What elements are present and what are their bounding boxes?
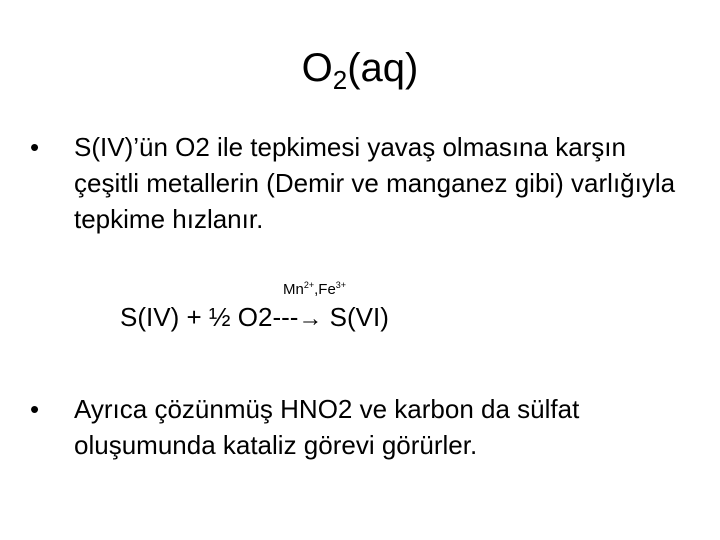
title-subscript: 2 [332,65,348,95]
catalyst-iron: Fe [318,281,336,298]
catalyst-manganese-charge: 2+ [303,280,315,290]
catalyst-iron-charge: 3+ [335,280,347,290]
title-suffix: (aq) [347,46,419,90]
bullet-marker: • [30,132,40,162]
reaction-arrow-icon: → [298,305,323,332]
catalyst-manganese: Mn [283,281,304,298]
reaction-right-side: S(VI) [322,302,389,332]
bullet-text: Ayrıca çözünmüş HNO2 ve karbon da sülfat oluşumunda kataliz görevi görürler. [74,394,580,460]
bullet-text: S(IV)’ün O2 ile tepkimesi yavaş olmasına karşın çeşitli metallerin (Demir ve manganez gibi) varlığıyla tepkime hızlanır. [74,132,676,234]
bullet-marker: • [30,394,40,424]
slide-title [0,44,720,95]
bullet-item-2 [30,391,690,463]
catalyst-separator: , [314,281,319,298]
reaction-left-side: S(IV) + ½ O2--- [120,302,299,332]
reaction-equation [120,299,389,337]
bullet-item-1 [30,129,690,237]
reaction-catalysts [283,281,346,299]
title-main: O [301,46,333,90]
